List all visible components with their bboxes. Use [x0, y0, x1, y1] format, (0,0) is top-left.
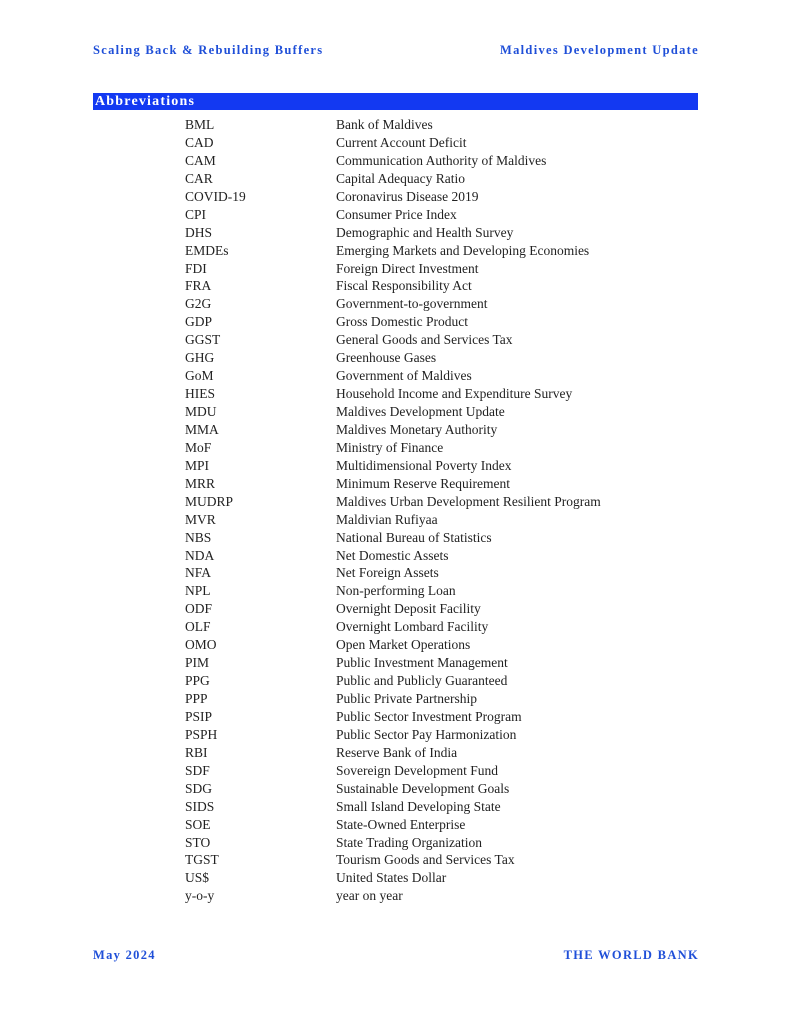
abbreviation-term: NDA: [185, 547, 215, 563]
list-item: [185, 188, 601, 206]
abbreviation-definition: Reserve Bank of India: [336, 744, 458, 760]
list-item: [185, 403, 601, 421]
list-item: [185, 851, 601, 869]
abbreviation-term: US$: [185, 870, 210, 886]
abbreviation-term: FDI: [185, 260, 207, 276]
list-item: [185, 582, 601, 600]
list-item: [185, 349, 601, 367]
abbreviation-term: HIES: [185, 386, 215, 402]
abbreviation-term: RBI: [185, 744, 208, 760]
abbreviation-definition: Net Foreign Assets: [336, 565, 439, 581]
list-item: [185, 421, 601, 439]
abbreviation-definition: Fiscal Responsibility Act: [336, 278, 472, 294]
abbreviation-term: GHG: [185, 350, 215, 366]
abbreviation-definition: Ministry of Finance: [336, 439, 444, 455]
running-head-left: Scaling Back & Rebuilding Buffers: [93, 43, 324, 57]
abbreviation-definition: Current Account Deficit: [336, 134, 467, 150]
abbreviation-term: PPP: [185, 691, 208, 706]
abbreviation-term: G2G: [185, 296, 212, 312]
list-item: [185, 385, 601, 403]
list-item: [185, 672, 601, 690]
list-item: [185, 493, 601, 511]
abbreviation-definition: Demographic and Health Survey: [336, 224, 514, 240]
abbreviation-definition: Capital Adequacy Ratio: [336, 170, 465, 186]
section-title: Abbreviations: [95, 94, 196, 109]
abbreviation-definition: Maldives Urban Development Resilient Program: [336, 493, 601, 509]
abbreviation-term: CAD: [185, 134, 214, 150]
footer-publisher: THE WORLD BANK: [563, 948, 699, 962]
abbreviation-term: COVID-19: [185, 188, 246, 204]
abbreviation-definition: Public Private Partnership: [336, 691, 477, 706]
list-item: [185, 295, 601, 313]
abbreviation-term: MRR: [185, 475, 216, 491]
abbreviation-term: MUDRP: [185, 493, 234, 509]
abbreviation-definition: Household Income and Expenditure Survey: [336, 386, 573, 402]
list-item: [185, 869, 601, 887]
list-item: [185, 313, 601, 331]
abbreviation-definition: State-Owned Enterprise: [336, 816, 466, 832]
abbreviation-term: MPI: [185, 457, 210, 473]
abbreviation-term: MMA: [185, 421, 219, 437]
list-item: [185, 170, 601, 188]
abbreviation-term: y-o-y: [185, 888, 215, 904]
list-item: [185, 654, 601, 672]
list-item: [185, 600, 601, 618]
footer-date: May 2024: [93, 948, 156, 962]
abbreviation-term: NFA: [185, 565, 212, 581]
abbreviation-definition: Sustainable Development Goals: [336, 780, 510, 796]
abbreviation-definition: United States Dollar: [336, 870, 447, 886]
list-item: [185, 260, 601, 278]
abbreviation-definition: Bank of Maldives: [336, 117, 433, 132]
list-item: [185, 224, 601, 242]
abbreviation-definition: Greenhouse Gases: [336, 350, 437, 366]
abbreviation-definition: Maldivian Rufiyaa: [336, 511, 438, 527]
abbreviation-term: TGST: [185, 852, 219, 868]
abbreviation-definition: Net Domestic Assets: [336, 547, 449, 563]
list-item: [185, 887, 601, 905]
abbreviation-term: DHS: [185, 224, 213, 240]
abbreviation-term: SOE: [185, 816, 211, 832]
list-item: [185, 529, 601, 547]
abbreviation-definition: Tourism Goods and Services Tax: [336, 852, 515, 868]
abbreviation-term: GoM: [185, 368, 214, 384]
abbreviation-term: BML: [185, 117, 215, 132]
list-item: [185, 816, 601, 834]
abbreviation-term: PIM: [185, 655, 210, 671]
abbreviation-definition: Maldives Monetary Authority: [336, 421, 498, 437]
section-title-bar: [93, 93, 698, 110]
abbreviation-definition: Small Island Developing State: [336, 798, 501, 814]
list-item: [185, 511, 601, 529]
abbreviation-definition: Overnight Deposit Facility: [336, 601, 481, 617]
abbreviation-term: FRA: [185, 278, 212, 294]
abbreviation-definition: National Bureau of Statistics: [336, 529, 492, 545]
list-item: [185, 331, 601, 349]
list-item: [185, 475, 601, 493]
list-item: [185, 834, 601, 852]
running-head-right: Maldives Development Update: [500, 43, 699, 57]
abbreviation-definition: Gross Domestic Product: [336, 314, 468, 330]
list-item: [185, 367, 601, 385]
abbreviation-definition: Sovereign Development Fund: [336, 762, 498, 778]
abbreviation-definition: Government-to-government: [336, 296, 488, 312]
list-item: [185, 152, 601, 170]
abbreviation-term: MDU: [185, 404, 217, 419]
abbreviation-term: ODF: [185, 601, 213, 617]
abbreviation-term: MVR: [185, 511, 216, 527]
abbreviation-definition: Coronavirus Disease 2019: [336, 188, 479, 204]
abbreviation-definition: Multidimensional Poverty Index: [336, 457, 512, 473]
abbreviation-term: OMO: [185, 637, 217, 653]
abbreviation-term: MoF: [185, 439, 212, 455]
list-item: [185, 726, 601, 744]
abbreviation-term: NBS: [185, 529, 212, 545]
abbreviation-term: SIDS: [185, 798, 215, 814]
abbreviation-definition: Maldives Development Update: [336, 404, 505, 419]
list-item: [185, 780, 601, 798]
abbreviation-definition: Overnight Lombard Facility: [336, 619, 489, 635]
list-item: [185, 206, 601, 224]
list-item: [185, 277, 601, 295]
abbreviation-definition: Public Sector Investment Program: [336, 708, 522, 724]
abbreviation-definition: Emerging Markets and Developing Economies: [336, 242, 590, 258]
abbreviation-term: CPI: [185, 206, 207, 222]
abbreviation-definition: State Trading Organization: [336, 834, 482, 850]
list-item: [185, 798, 601, 816]
abbreviation-definition: Open Market Operations: [336, 637, 471, 653]
list-item: [185, 134, 601, 152]
abbreviation-term: GGST: [185, 332, 221, 348]
abbreviation-term: STO: [185, 834, 211, 850]
abbreviation-term: PPG: [185, 673, 210, 689]
abbreviation-definition: Communication Authority of Maldives: [336, 152, 547, 168]
list-item: [185, 439, 601, 457]
abbreviation-term: GDP: [185, 314, 213, 330]
list-item: [185, 762, 601, 780]
list-item: [185, 708, 601, 726]
list-item: [185, 242, 601, 260]
abbreviation-term: SDF: [185, 762, 210, 778]
list-item: [185, 564, 601, 582]
list-item: [185, 457, 601, 475]
list-item: [185, 690, 601, 708]
abbreviation-term: EMDEs: [185, 242, 229, 258]
abbreviation-definition: Public Investment Management: [336, 655, 508, 671]
list-item: [185, 116, 601, 134]
list-item: [185, 618, 601, 636]
abbreviation-term: PSIP: [185, 708, 213, 724]
abbreviation-definition: General Goods and Services Tax: [336, 332, 513, 348]
abbreviation-definition: year on year: [336, 888, 403, 904]
list-item: [185, 744, 601, 762]
abbreviation-definition: Public and Publicly Guaranteed: [336, 673, 508, 689]
abbreviation-term: OLF: [185, 619, 211, 635]
abbreviation-definition: Public Sector Pay Harmonization: [336, 726, 517, 742]
abbreviation-definition: Foreign Direct Investment: [336, 260, 479, 276]
abbreviation-list: [185, 116, 601, 905]
abbreviation-term: CAM: [185, 152, 216, 168]
abbreviation-definition: Non-performing Loan: [336, 583, 456, 599]
list-item: [185, 636, 601, 654]
abbreviation-definition: Minimum Reserve Requirement: [336, 475, 510, 491]
list-item: [185, 547, 601, 565]
abbreviation-term: PSPH: [185, 726, 218, 742]
abbreviation-term: CAR: [185, 170, 213, 186]
abbreviation-term: NPL: [185, 583, 211, 599]
abbreviation-term: SDG: [185, 780, 213, 796]
abbreviation-definition: Government of Maldives: [336, 368, 472, 384]
abbreviation-definition: Consumer Price Index: [336, 206, 457, 222]
